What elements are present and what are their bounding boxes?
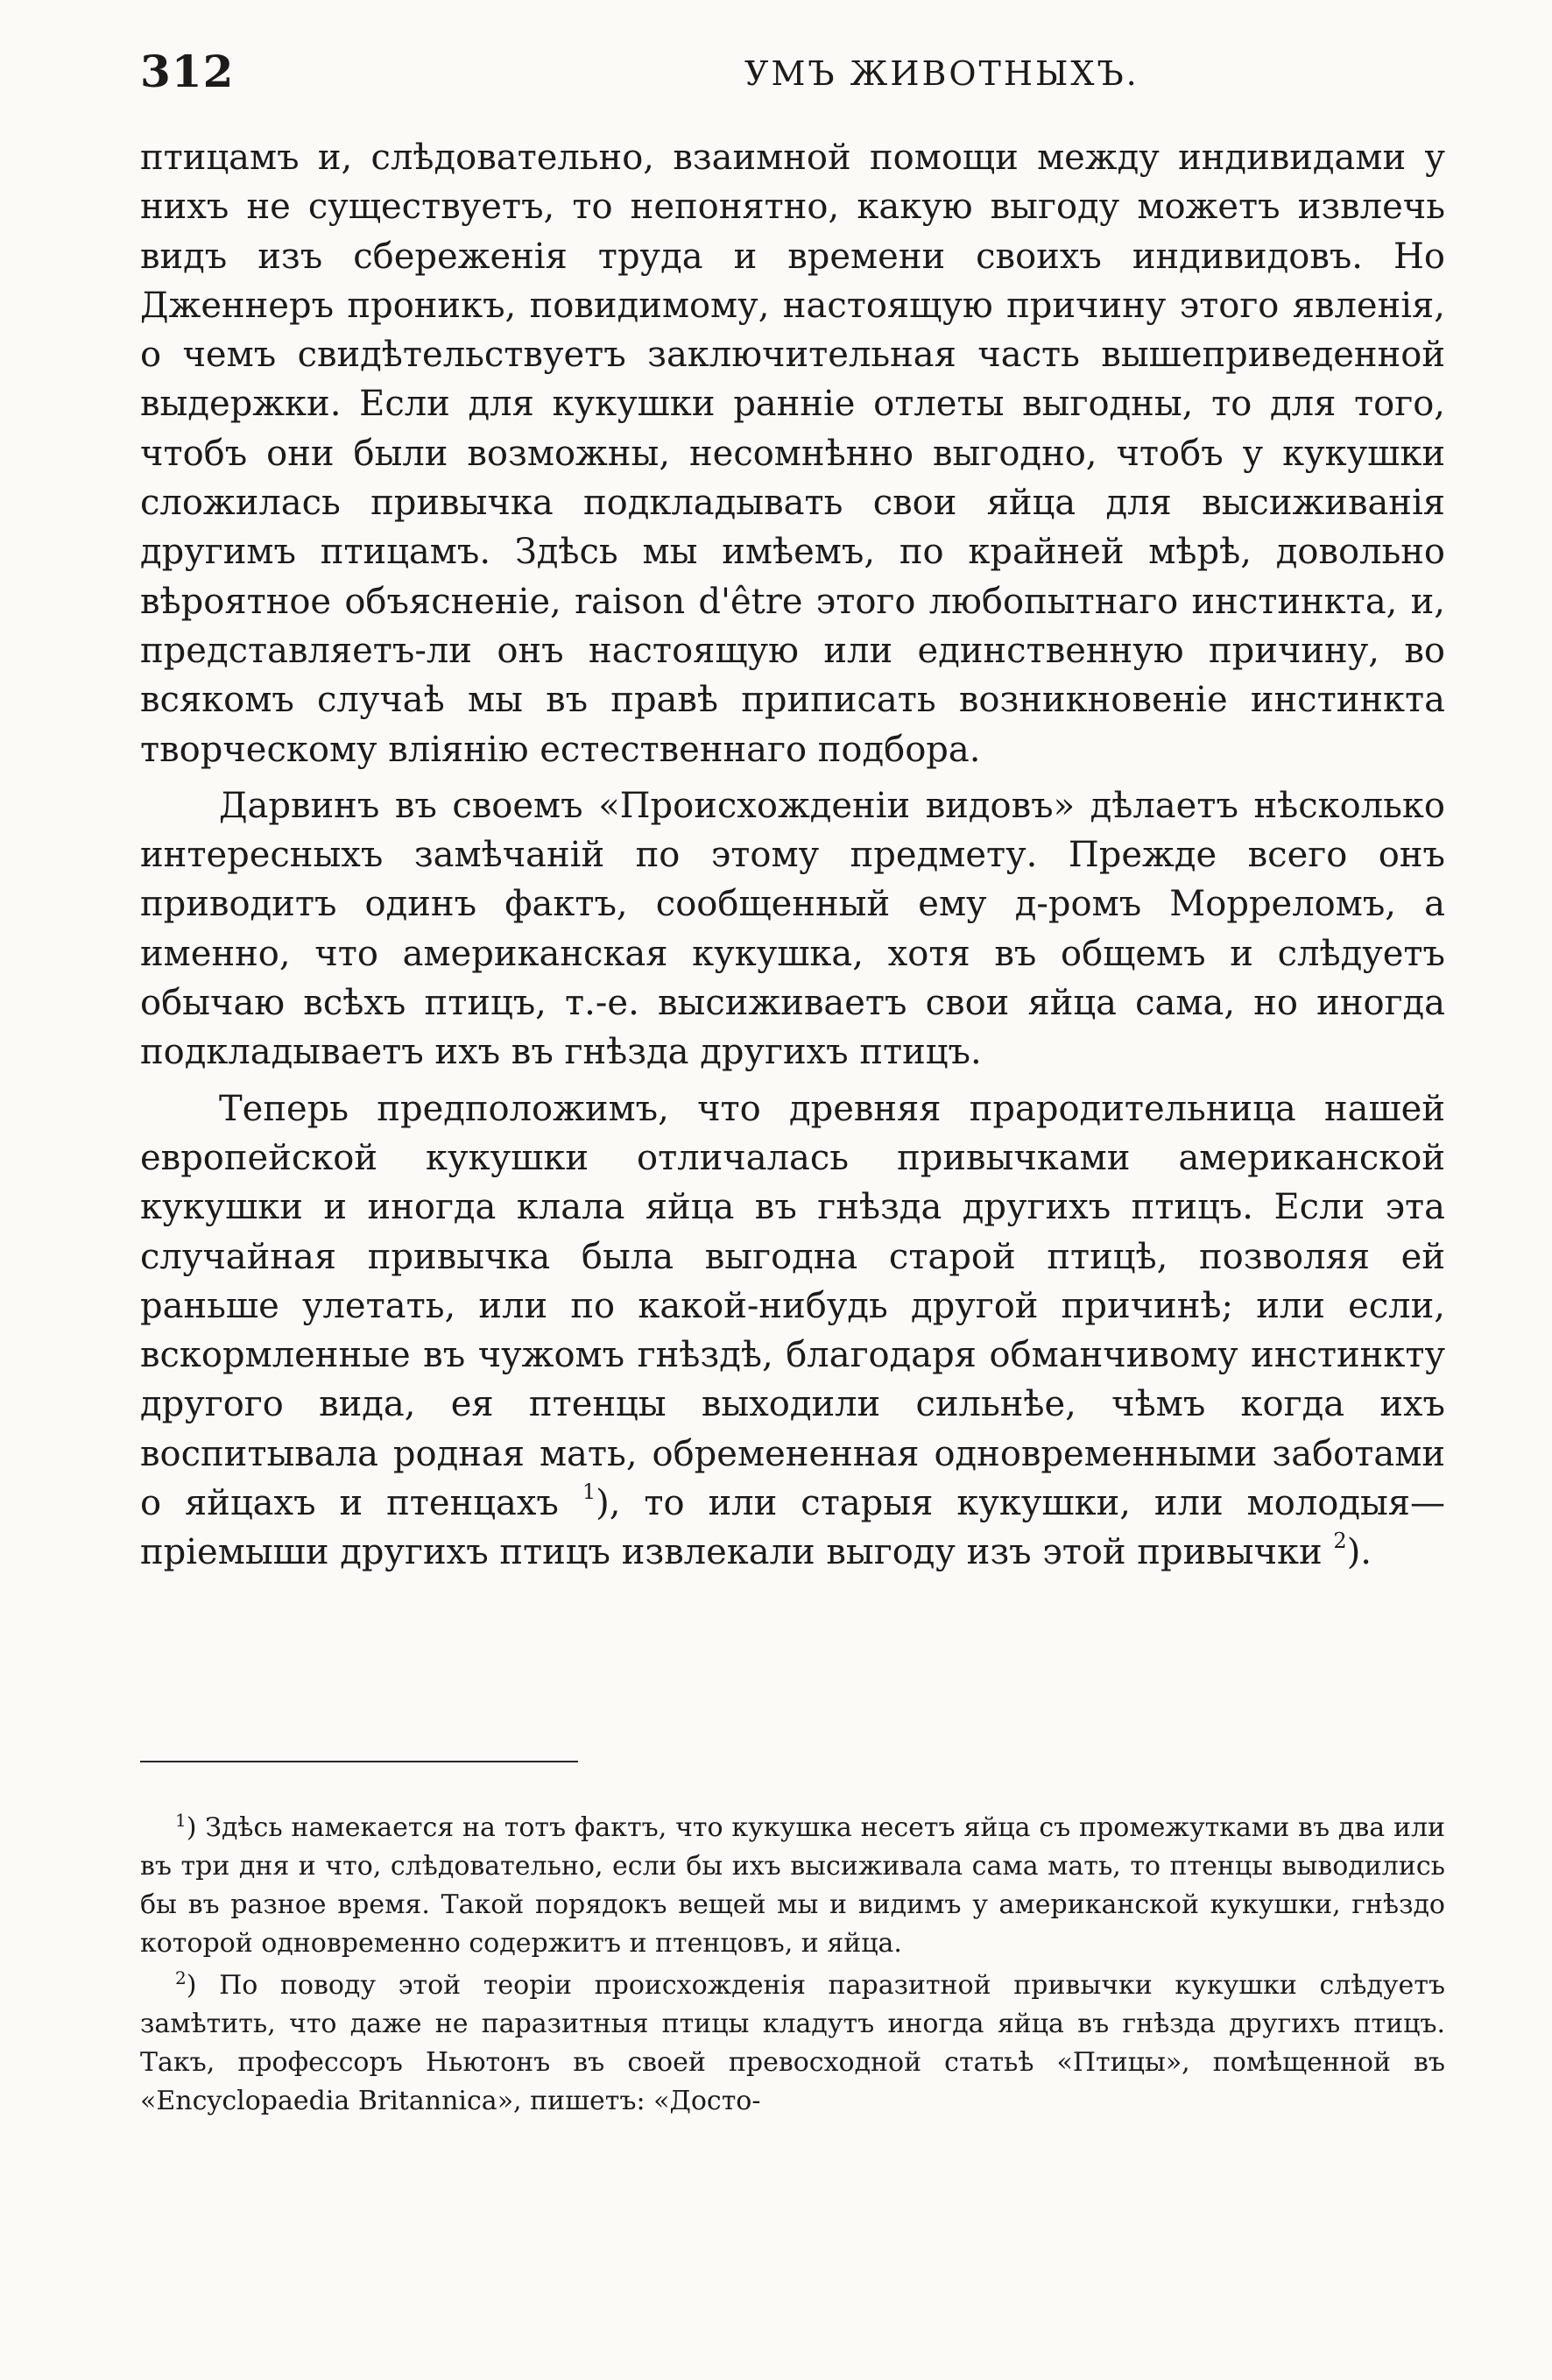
paragraph-3 (140, 1084, 1445, 1578)
footnote-ref-1: 1 (582, 1479, 596, 1504)
footnotes (140, 1809, 1445, 2124)
paragraph-1: птицамъ и, слѣдовательно, взаимной помощи между индивидами у нихъ не существуетъ, то непонятно, какую выгоду можетъ извлечь видъ изъ сбереженія труда и времени своихъ индивидовъ. Но Дженнеръ проникъ, повидимому, настоящую причину этого явленія, о чемъ свидѣтельствуетъ заключительная часть вышеприведенной выдержки. Если для кукушки ранніе отлеты выгодны, то для того, чтобъ они были возможны, несомнѣнно выгодно, чтобъ у кукушки сложилась привычка подкладывать свои яйца для высиживанія другимъ птицамъ. Здѣсь мы имѣемъ, по крайней мѣрѣ, довольно вѣроятное объясненіе, raison d'être этого любопытнаго инстинкта, и, представляетъ-ли онъ настоящую или единственную причину, во всякомъ случаѣ мы въ правѣ приписать возникновеніе инстинкта творческому вліянію естественнаго подбора. (140, 138, 1445, 770)
footnote-2-mark: 2 (175, 1967, 187, 1988)
footnote-2 (140, 1967, 1445, 2121)
running-title: УМЪ ЖИВОТНЫХЪ. (744, 54, 1139, 93)
paragraph-2: Дарвинъ въ своемъ «Происхожденіи видовъ» дѣлаетъ нѣсколько интересныхъ замѣчаній по этому предмету. Прежде всего онъ приводитъ одинъ фактъ, сообщенный ему д-ромъ Морреломъ, а именно, что американская кукушка, хотя въ общемъ и слѣдуетъ обычаю всѣхъ птицъ, т.-е. высиживаетъ свои яйца сама, но иногда подкладываетъ ихъ въ гнѣзда другихъ птицъ. (140, 785, 1445, 1073)
footnote-1 (140, 1809, 1445, 1963)
footnote-ref-2: 2 (1333, 1528, 1347, 1553)
paragraph-3-part-a: Теперь предположимъ, что древняя прародительница нашей европейской кукушки отличалась привычками американской кукушки и иногда клала яйца въ гнѣзда другихъ птицъ. Если эта случайная привычка была выгодна старой птицѣ, позволяя ей раньше улетать, или по какой-нибудь другой причинѣ; или если, вскормленные въ чужомъ гнѣздѣ, благодаря обманчивому инстинкту другого вида, ея птенцы выходили сильнѣе, чѣмъ когда ихъ воспитывала родная мать, обремененная одновременными заботами о яйцахъ и птенцахъ (140, 1088, 1445, 1524)
page-header (140, 46, 1445, 107)
paragraph-3-part-b: ), то или старыя кукушки, или молодыя—пріемыши другихъ птицъ извлекали выгоду изъ этой привычки (140, 1483, 1446, 1573)
main-text (140, 133, 1445, 1578)
paragraph-3-part-c: ). (1346, 1532, 1372, 1573)
footnote-1-text: ) Здѣсь намекается на тотъ фактъ, что кукушка несетъ яйца съ промежутками въ два или въ три дня и что, слѣдовательно, если бы ихъ высиживала сама мать, то птенцы выводились бы въ разное время. Такой порядокъ вещей мы и видимъ у американской кукушки, гнѣздо которой одновременно содержитъ и птенцовъ, и яйца. (140, 1812, 1445, 1959)
footnote-2-text: ) По поводу этой теоріи происхожденія паразитной привычки кукушки слѣдуетъ замѣтить, что даже не паразитныя птицы кладутъ иногда яйца въ гнѣзда другихъ птицъ. Такъ, профессоръ Ньютонъ въ своей превосходной статьѣ «Птицы», помѣщенной въ «Encyclopaedia Britannica», пишетъ: «Досто- (140, 1970, 1445, 2116)
page-number: 312 (140, 46, 235, 97)
footnote-divider (140, 1761, 578, 1762)
footnote-1-mark: 1 (175, 1810, 187, 1831)
